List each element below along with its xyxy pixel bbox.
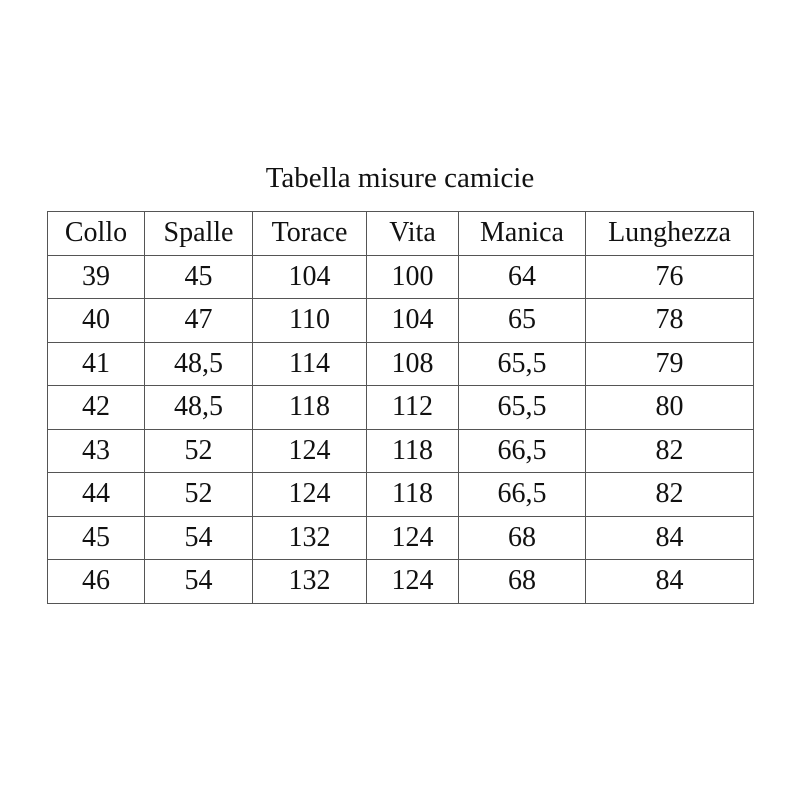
table-cell: 41: [48, 342, 145, 386]
table-cell: 54: [145, 560, 253, 604]
table-cell: 118: [253, 386, 367, 430]
table-cell: 66,5: [459, 473, 586, 517]
table-cell: 45: [145, 255, 253, 299]
table-cell: 65,5: [459, 342, 586, 386]
table-cell: 112: [367, 386, 459, 430]
page-title: Tabella misure camicie: [265, 162, 535, 194]
table-row: [48, 386, 754, 430]
table-cell: 65,5: [459, 386, 586, 430]
table-cell: 76: [586, 255, 754, 299]
table-cell: 46: [48, 560, 145, 604]
table-row: [48, 516, 754, 560]
column-header-collo: Collo: [48, 212, 145, 256]
table-cell: 66,5: [459, 429, 586, 473]
column-header-spalle: Spalle: [145, 212, 253, 256]
table-cell: 52: [145, 473, 253, 517]
table-cell: 82: [586, 429, 754, 473]
column-header-manica: Manica: [459, 212, 586, 256]
table-cell: 45: [48, 516, 145, 560]
table-cell: 124: [253, 473, 367, 517]
table-cell: 124: [367, 516, 459, 560]
table-row: [48, 473, 754, 517]
table-cell: 68: [459, 560, 586, 604]
table-cell: 39: [48, 255, 145, 299]
table-row: [48, 342, 754, 386]
table-row: [48, 560, 754, 604]
table-cell: 114: [253, 342, 367, 386]
table-row: [48, 299, 754, 343]
column-header-torace: Torace: [253, 212, 367, 256]
table-cell: 110: [253, 299, 367, 343]
table-cell: 108: [367, 342, 459, 386]
table-cell: 47: [145, 299, 253, 343]
table-cell: 100: [367, 255, 459, 299]
table-cell: 64: [459, 255, 586, 299]
table-cell: 54: [145, 516, 253, 560]
table-cell: 48,5: [145, 386, 253, 430]
table-cell: 52: [145, 429, 253, 473]
table-cell: 68: [459, 516, 586, 560]
table-cell: 65: [459, 299, 586, 343]
table-cell: 124: [253, 429, 367, 473]
column-header-lunghezza: Lunghezza: [586, 212, 754, 256]
table-cell: 44: [48, 473, 145, 517]
table-cell: 84: [586, 560, 754, 604]
table-cell: 104: [367, 299, 459, 343]
table-cell: 78: [586, 299, 754, 343]
table-cell: 104: [253, 255, 367, 299]
table-cell: 118: [367, 473, 459, 517]
table-header-row: [48, 212, 754, 256]
table-row: [48, 255, 754, 299]
table-cell: 40: [48, 299, 145, 343]
table-cell: 42: [48, 386, 145, 430]
table-cell: 132: [253, 560, 367, 604]
table-cell: 84: [586, 516, 754, 560]
size-table: [47, 211, 754, 604]
table-row: [48, 429, 754, 473]
table-cell: 132: [253, 516, 367, 560]
column-header-vita: Vita: [367, 212, 459, 256]
table-cell: 48,5: [145, 342, 253, 386]
table-cell: 43: [48, 429, 145, 473]
table-cell: 118: [367, 429, 459, 473]
table-cell: 82: [586, 473, 754, 517]
table-cell: 80: [586, 386, 754, 430]
table-cell: 79: [586, 342, 754, 386]
table-cell: 124: [367, 560, 459, 604]
